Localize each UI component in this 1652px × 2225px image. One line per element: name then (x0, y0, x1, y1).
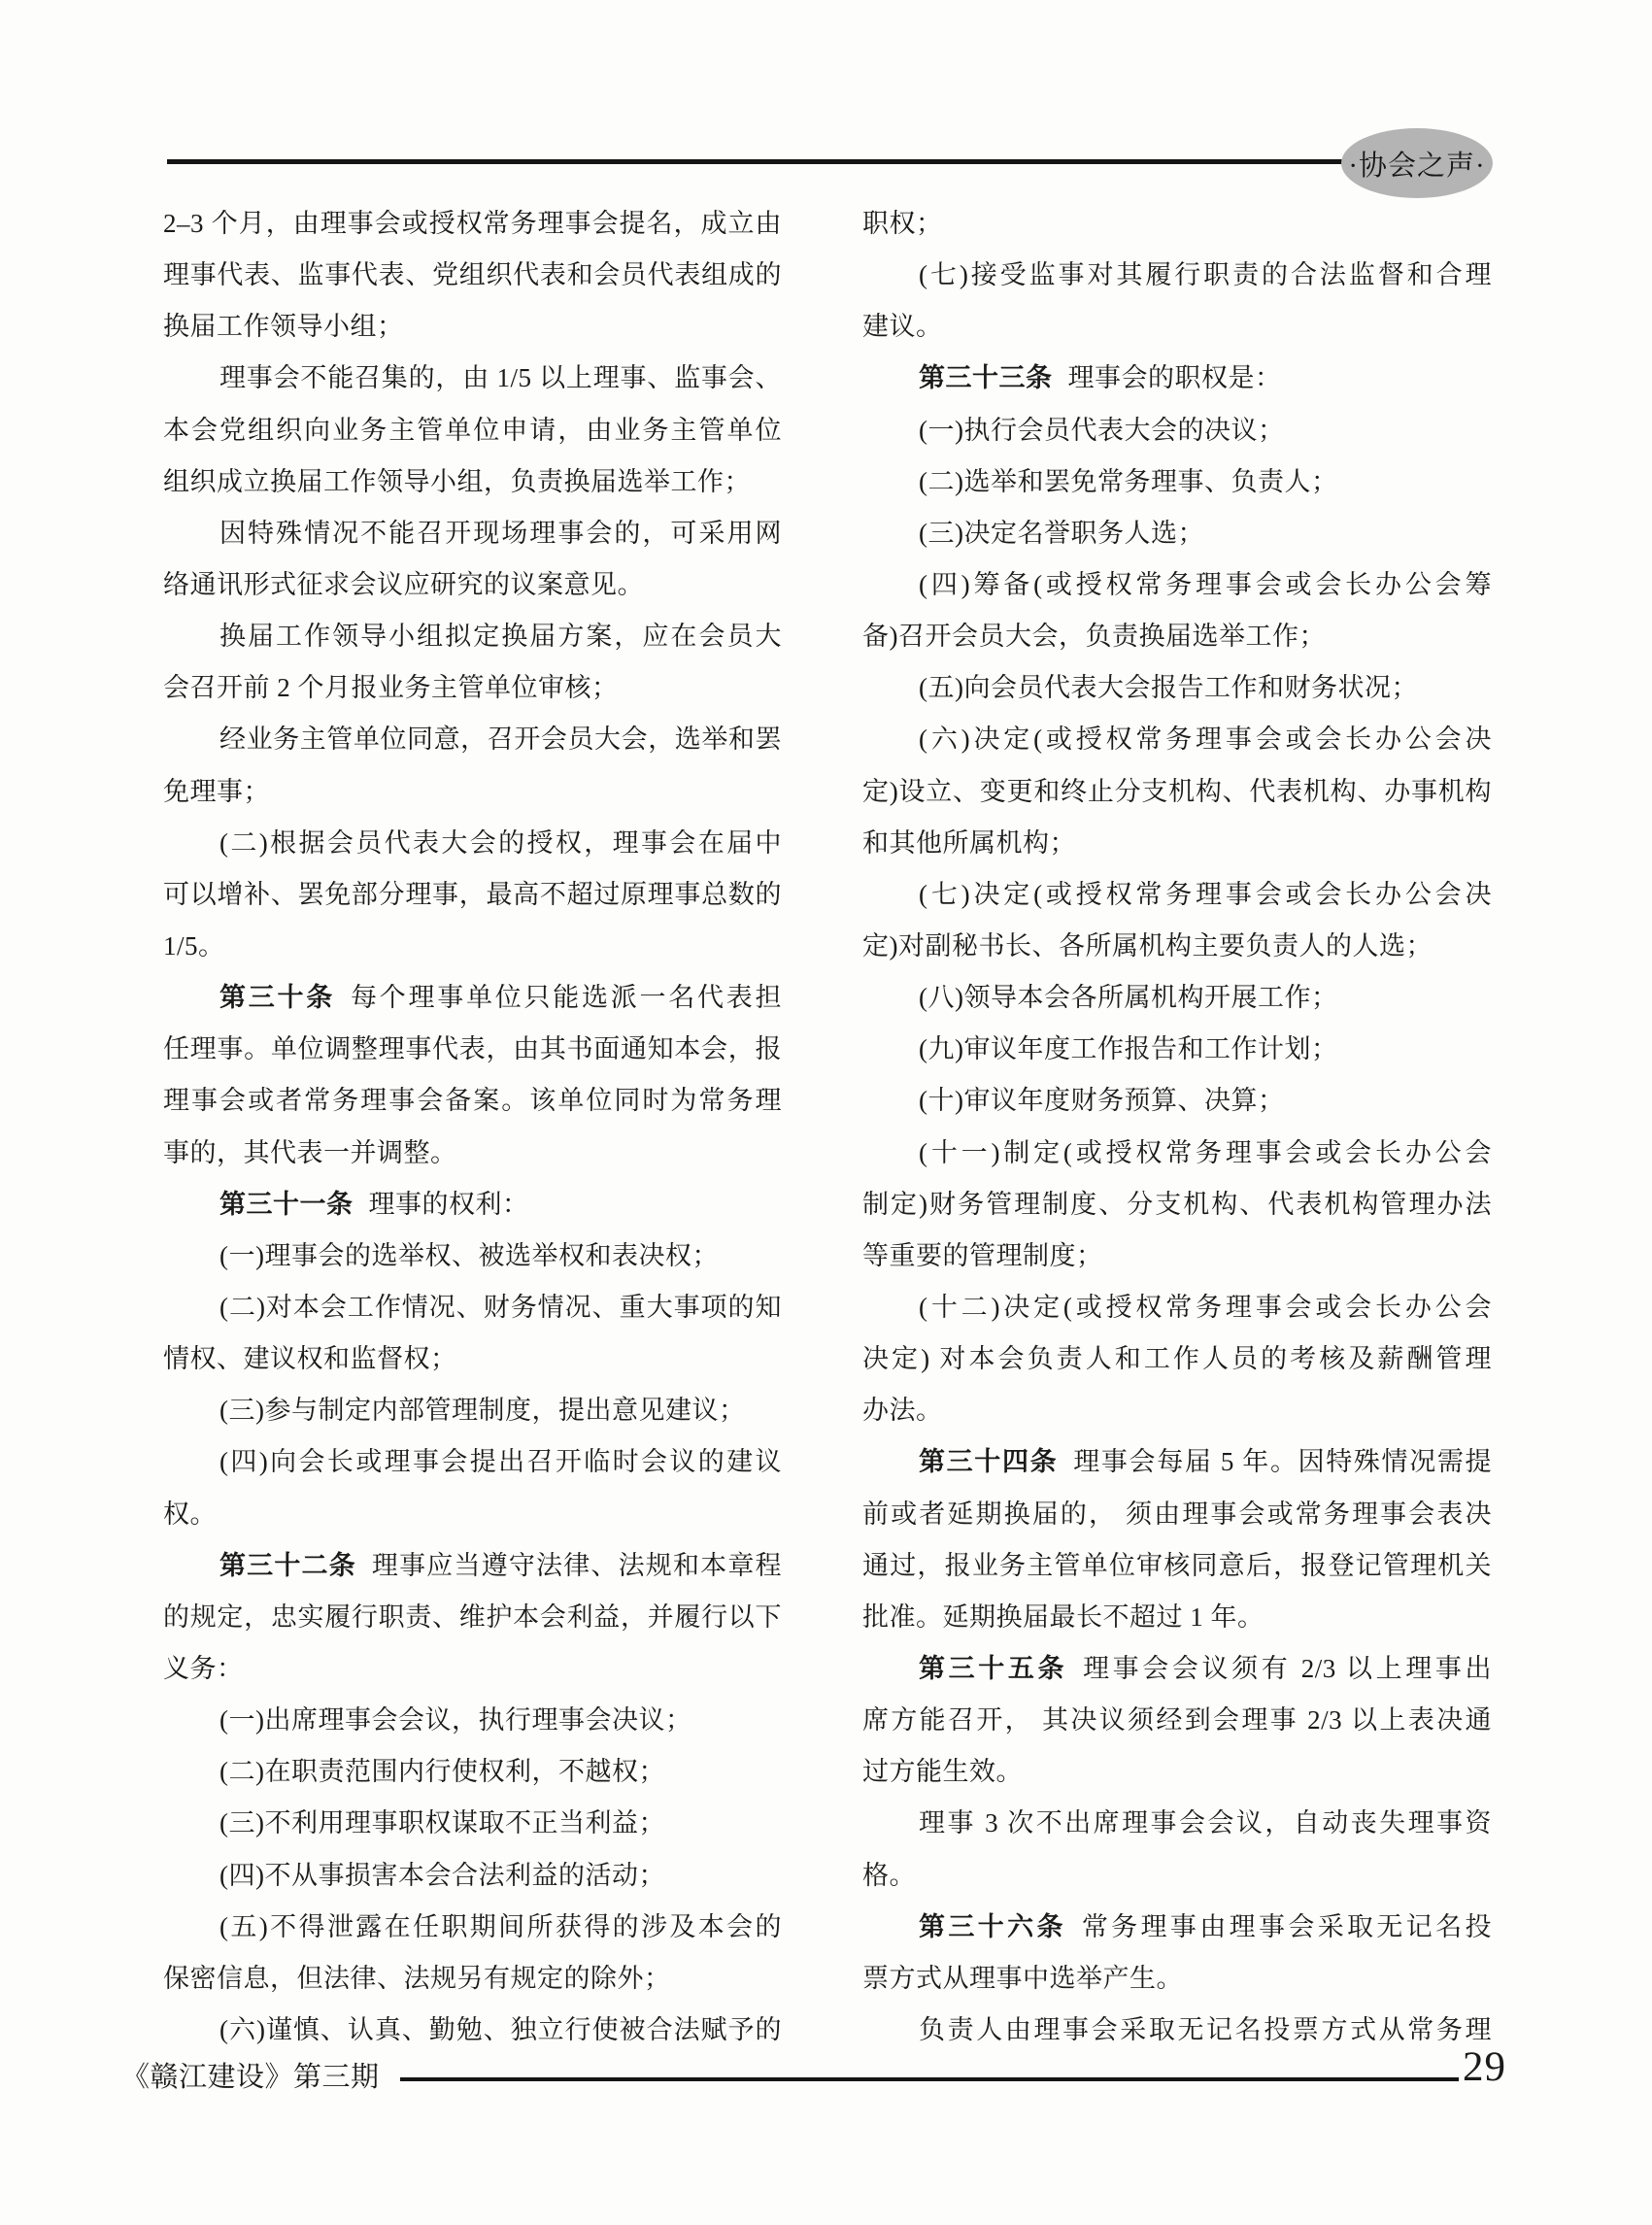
text-line: 第三十四条 理事会每届 5 年。因特殊情况需提 (919, 1447, 1492, 1477)
text-line: 本会党组织向业务主管单位申请，由业务主管单位 (163, 415, 782, 445)
text-line: 可以增补、罢免部分理事，最高不超过原理事总数的 (163, 879, 782, 909)
text-line: 席方能召开， 其决议须经到会理事 2/3 以上表决通 (862, 1705, 1492, 1736)
right-column (862, 198, 1492, 2056)
text-line: (四)不从事损害本会合法利益的活动； (219, 1860, 665, 1890)
page-number: 29 (1463, 2044, 1506, 2090)
text-line: 经业务主管单位同意，召开会员大会，选举和罢 (219, 725, 782, 755)
text-line: 因特殊情况不能召开现场理事会的，可采用网 (219, 518, 782, 548)
text-line: 1/5。 (163, 930, 225, 961)
text-line: 职权； (862, 209, 943, 238)
text-line: (三)参与制定内部管理制度，提出意见建议； (219, 1396, 746, 1426)
text-line: (二)在职责范围内行使权利，不越权； (219, 1757, 665, 1787)
text-line: 理事会不能召集的，由 1/5 以上理事、监事会、 (219, 363, 782, 393)
text-line: 和其他所属机构； (862, 827, 1076, 858)
text-line: 理事会或者常务理事会备案。该单位同时为常务理 (163, 1086, 782, 1116)
text-line: 第三十条 每个理事单位只能选派一名代表担 (219, 983, 782, 1013)
text-line: 票方式从理事中选举产生。 (862, 1963, 1183, 1993)
text-line: 制定)财务管理制度、分支机构、代表机构管理办法 (862, 1189, 1492, 1219)
text-line: 络通讯形式征求会议应研究的议案意见。 (163, 569, 644, 599)
text-line: 理事代表、监事代表、党组织代表和会员代表组成的 (163, 260, 782, 290)
footer-rule (400, 2077, 1459, 2081)
text-line: 格。 (862, 1860, 916, 1890)
text-line: 定)对副秘书长、各所属机构主要负责人的人选； (862, 930, 1433, 961)
text-line: (四)向会长或理事会提出召开临时会议的建议 (219, 1447, 782, 1477)
text-line: (一)出席理事会会议，执行理事会决议； (219, 1705, 692, 1736)
text-line: (三)不利用理事职权谋取不正当利益； (219, 1808, 665, 1838)
text-line: 情权、建议权和监督权； (163, 1344, 457, 1374)
left-column (163, 198, 782, 2056)
text-line: 建议。 (862, 312, 943, 342)
text-line: 批准。延期换届最长不超过 1 年。 (862, 1601, 1264, 1632)
text-line: 备)召开会员大会，负责换届选举工作； (862, 622, 1326, 652)
text-line: 第三十三条 理事会的职权是： (919, 363, 1282, 393)
article-number: 第三十六条 (919, 1911, 1066, 1941)
text-line: 定)设立、变更和终止分支机构、代表机构、办事机构 (862, 776, 1492, 806)
text-line: (二)对本会工作情况、财务情况、重大事项的知 (219, 1292, 782, 1322)
text-line: 权。 (163, 1499, 217, 1529)
text-line: (五)向会员代表大会报告工作和财务状况； (919, 673, 1418, 703)
text-line: (十)审议年度财务预算、决算； (919, 1086, 1285, 1116)
text-line: 保密信息，但法律、法规另有规定的除外； (163, 1963, 671, 1993)
article-number: 第三十二条 (219, 1550, 356, 1580)
article-number: 第三十三条 (919, 363, 1053, 393)
text-line: (八)领导本会各所属机构开展工作； (919, 983, 1338, 1013)
text-line: (十一)制定(或授权常务理事会或会长办公会 (919, 1137, 1492, 1167)
text-line: (六)决定(或授权常务理事会或会长办公会决 (919, 725, 1492, 755)
text-line: 会召开前 2 个月报业务主管单位审核； (163, 673, 619, 703)
text-line: (五)不得泄露在任职期间所获得的涉及本会的 (219, 1911, 782, 1941)
text-line: (二)选举和罢免常务理事、负责人； (919, 466, 1338, 496)
section-badge: ·协会之声· (1341, 128, 1493, 198)
text-line: 第三十六条 常务理事由理事会采取无记名投 (919, 1911, 1493, 1941)
text-line: (七)决定(或授权常务理事会或会长办公会决 (919, 879, 1492, 909)
text-line: (一)理事会的选举权、被选举权和表决权； (219, 1240, 719, 1270)
text-line: (二)根据会员代表大会的授权，理事会在届中 (219, 827, 782, 858)
text-line: 第三十一条 理事的权利： (219, 1189, 529, 1219)
text-line: (六)谨慎、认真、勤勉、独立行使被合法赋予的 (219, 2014, 782, 2044)
text-line: (三)决定名誉职务人选； (919, 518, 1204, 548)
text-line: 换届工作领导小组； (163, 312, 404, 342)
text-line: 换届工作领导小组拟定换届方案，应在会员大 (219, 622, 782, 652)
text-line: 任理事。单位调整理事代表，由其书面通知本会，报 (163, 1034, 782, 1064)
text-line: 通过，报业务主管单位审核同意后，报登记管理机关 (862, 1550, 1492, 1580)
text-line: (七)接受监事对其履行职责的合法监督和合理 (919, 260, 1492, 290)
text-line: 办法。 (862, 1396, 943, 1426)
article-number: 第三十条 (219, 983, 335, 1013)
text-line: 组织成立换届工作领导小组，负责换届选举工作； (163, 466, 751, 496)
text-line: 2–3 个月，由理事会或授权常务理事会提名，成立由 (163, 209, 782, 238)
header-rule (167, 159, 1343, 164)
text-line: (九)审议年度工作报告和工作计划； (919, 1034, 1338, 1064)
text-line: 第三十二条 理事应当遵守法律、法规和本章程 (219, 1550, 783, 1580)
text-line: 负责人由理事会采取无记名投票方式从常务理 (919, 2014, 1492, 2044)
text-line: (一)执行会员代表大会的决议； (919, 415, 1285, 445)
text-line: 过方能生效。 (862, 1757, 1023, 1787)
article-number: 第三十五条 (919, 1653, 1068, 1683)
text-line: (四)筹备(或授权常务理事会或会长办公会筹 (919, 569, 1492, 599)
text-line: 等重要的管理制度； (862, 1240, 1103, 1270)
article-number: 第三十四条 (919, 1447, 1059, 1477)
text-line: 决定) 对本会负责人和工作人员的考核及薪酬管理 (862, 1344, 1492, 1374)
text-line: 事的，其代表一并调整。 (163, 1137, 457, 1167)
text-line: 义务： (163, 1653, 244, 1683)
text-line: 理事 3 次不出席理事会会议，自动丧失理事资 (919, 1808, 1492, 1838)
text-line: 第三十五条 理事会会议须有 2/3 以上理事出 (919, 1653, 1492, 1683)
text-line: 免理事； (163, 776, 270, 806)
journal-title: 《赣江建设》第三期 (121, 2062, 380, 2093)
text-line: 前或者延期换届的， 须由理事会或常务理事会表决 (862, 1499, 1492, 1529)
text-line: 的规定，忠实履行职责、维护本会利益，并履行以下 (163, 1601, 782, 1632)
article-number: 第三十一条 (219, 1189, 354, 1219)
text-line: (十二)决定(或授权常务理事会或会长办公会 (919, 1292, 1492, 1322)
